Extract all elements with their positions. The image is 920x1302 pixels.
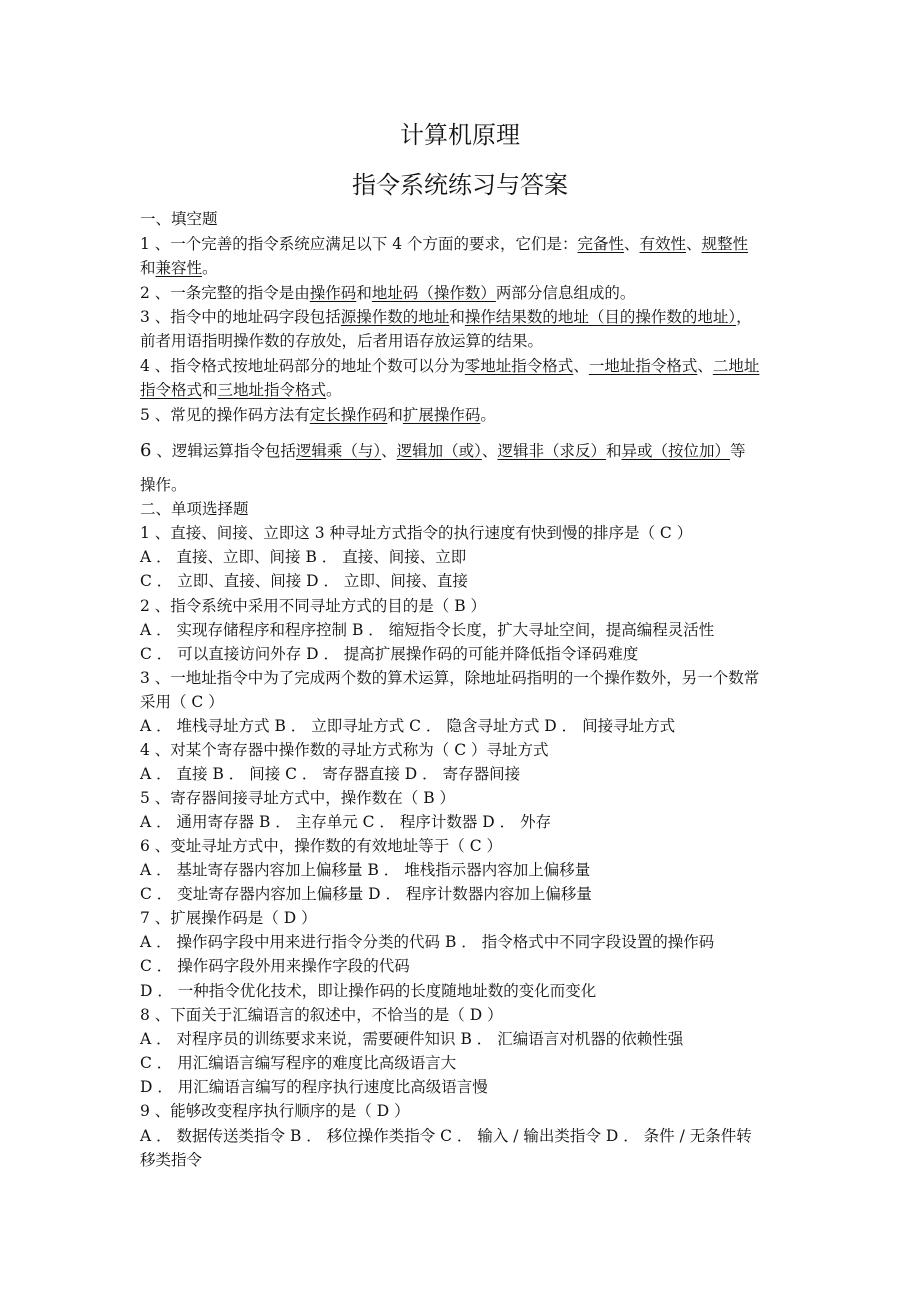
fill-question-3-line-2: 前者用语指明操作数的存放处，后者用语存放运算的结果。 <box>140 332 544 350</box>
answer-blank: 有效性 <box>639 235 687 253</box>
choice-line: A ． 数据传送类指令 B ． 移位操作类指令 C ． 输入 / 输出类指令 D ． 条件 / 无条件转 <box>140 1127 752 1145</box>
question-text: 1 、一个完善的指令系统应满足以下 4 个方面的要求，它们是： <box>140 235 578 253</box>
answer-blank: 完备性 <box>577 235 625 253</box>
section-heading-single-choice: 二、单项选择题 <box>140 500 249 518</box>
separator: 。 <box>202 259 218 277</box>
question-text: 2 、一条完整的指令是由 <box>140 284 310 302</box>
choice-line: C ． 操作码字段外用来操作字段的代码 <box>140 957 410 975</box>
choice-line: 6 、变址寻址方式中，操作数的有效地址等于（ C ） <box>140 837 503 855</box>
separator: 和 <box>202 381 218 399</box>
fill-question-4-line-1 <box>140 355 759 377</box>
question-text: 3 、指令中的地址码字段包括 <box>140 308 341 326</box>
choice-line: A ． 实现存储程序和程序控制 B ． 缩短指令长度，扩大寻址空间，提高编程灵活性 <box>140 621 715 639</box>
question-text: 等 <box>730 442 746 460</box>
answer-blank: 逻辑加（或） <box>396 442 482 460</box>
answer-blank: 操作结果数的地址（目的操作数的地址） <box>464 308 737 326</box>
separator: 和 <box>605 442 622 460</box>
answer-blank: 一地址指令格式 <box>588 357 698 375</box>
choice-line: 7 、扩展操作码是（ D ） <box>140 909 317 927</box>
choice-line: 4 、对某个寄存器中操作数的寻址方式称为（ C ）寻址方式 <box>140 741 549 759</box>
question-text: 、逻辑运算指令包括 <box>151 442 296 460</box>
separator: 。 <box>326 381 342 399</box>
choice-line: 采用（ C ） <box>140 693 224 711</box>
choice-line: C ． 变址寄存器内容加上偏移量 D ． 程序计数器内容加上偏移量 <box>140 885 592 903</box>
separator: ， <box>736 308 752 326</box>
answer-blank: 扩展操作码 <box>402 406 481 424</box>
document-subtitle: 指令系统练习与答案 <box>352 171 568 199</box>
choice-line: C ． 用汇编语言编写程序的难度比高级语言大 <box>140 1054 457 1072</box>
choice-line: C ． 立即、直接、间接 D ． 立即、间接、直接 <box>140 572 468 590</box>
choice-line: 8 、下面关于汇编语言的叙述中，不恰当的是（ D ） <box>140 1006 503 1024</box>
choice-line: A ． 对程序员的训练要求来说，需要硬件知识 B ． 汇编语言对机器的依赖性强 <box>140 1030 684 1048</box>
separator: 、 <box>573 357 589 375</box>
question-text: 两部分信息组成的。 <box>495 284 636 302</box>
fill-question-5 <box>140 404 496 426</box>
question-number: 6 <box>140 440 152 461</box>
question-text: 和 <box>140 259 156 277</box>
answer-blank: 异或（按位加） <box>621 442 730 460</box>
answer-blank: 兼容性 <box>155 259 203 277</box>
answer-blank: 地址码（操作数） <box>371 284 496 302</box>
choice-line: C ． 可以直接访问外存 D ． 提高扩展操作码的可能并降低指令译码难度 <box>140 645 639 663</box>
question-text: 5 、常见的操作码方法有 <box>140 406 310 424</box>
answer-blank: 二地址 <box>712 357 760 375</box>
choice-line: 1 、直接、间接、立即这 3 种寻址方式指令的执行速度有快到慢的排序是（ C ） <box>140 524 693 542</box>
answer-blank: 逻辑非（求反） <box>497 442 606 460</box>
answer-blank: 操作码 <box>309 284 357 302</box>
choice-line: D ． 用汇编语言编写的程序执行速度比高级语言慢 <box>140 1078 488 1096</box>
separator: 、 <box>624 235 640 253</box>
separator: 、 <box>697 357 713 375</box>
section-heading-fill-blank: 一、填空题 <box>140 210 218 228</box>
fill-question-1-line-1 <box>140 233 748 255</box>
separator: 、 <box>381 442 397 460</box>
choice-line: A ． 直接、立即、间接 B ． 直接、间接、立即 <box>140 548 467 566</box>
fill-question-2 <box>140 282 635 304</box>
answer-blank: 指令格式 <box>140 381 203 399</box>
document-title: 计算机原理 <box>400 121 520 149</box>
fill-question-6-line-2: 操作。 <box>140 476 187 494</box>
separator: 和 <box>356 284 372 302</box>
separator: 。 <box>480 406 496 424</box>
choice-line: 移类指令 <box>140 1151 203 1169</box>
choice-line: 5 、寄存器间接寻址方式中，操作数在（ B ） <box>140 789 456 807</box>
choice-line: A ． 堆栈寻址方式 B ． 立即寻址方式 C ． 隐含寻址方式 D ． 间接寻址方式 <box>140 717 676 735</box>
choice-line: A ． 直接 B ． 间接 C ． 寄存器直接 D ． 寄存器间接 <box>140 765 521 783</box>
fill-question-4-line-2 <box>140 379 342 401</box>
answer-blank: 源操作数的地址 <box>340 308 450 326</box>
answer-blank: 规整性 <box>701 235 749 253</box>
question-text: 4 、指令格式按地址码部分的地址个数可以分为 <box>140 357 465 375</box>
separator: 和 <box>387 406 403 424</box>
fill-question-1-line-2 <box>140 257 218 279</box>
choice-line: 9 、能够改变程序执行顺序的是（ D ） <box>140 1102 410 1120</box>
choice-line: A ． 基址寄存器内容加上偏移量 B ． 堆栈指示器内容加上偏移量 <box>140 861 591 879</box>
separator: 、 <box>686 235 702 253</box>
choice-line: 3 、一地址指令中为了完成两个数的算术运算，除地址码指明的一个操作数外，另一个数常 <box>140 669 760 687</box>
choice-line: A ． 操作码字段中用来进行指令分类的代码 B ． 指令格式中不同字段设置的操作码 <box>140 933 715 951</box>
choice-line: A ． 通用寄存器 B ． 主存单元 C ． 程序计数器 D ． 外存 <box>140 813 552 831</box>
separator: 和 <box>449 308 465 326</box>
fill-question-6-line-1 <box>140 440 746 462</box>
choice-line: D ． 一种指令优化技术，即让操作码的长度随地址数的变化而变化 <box>140 982 597 1000</box>
choice-line: 2 、指令系统中采用不同寻址方式的目的是（ B ） <box>140 597 487 615</box>
fill-question-3-line-1 <box>140 306 752 328</box>
answer-blank: 三地址指令格式 <box>217 381 327 399</box>
separator: 、 <box>481 442 498 460</box>
answer-blank: 逻辑乘（与） <box>295 442 382 460</box>
answer-blank: 零地址指令格式 <box>464 357 574 375</box>
answer-blank: 定长操作码 <box>309 406 388 424</box>
